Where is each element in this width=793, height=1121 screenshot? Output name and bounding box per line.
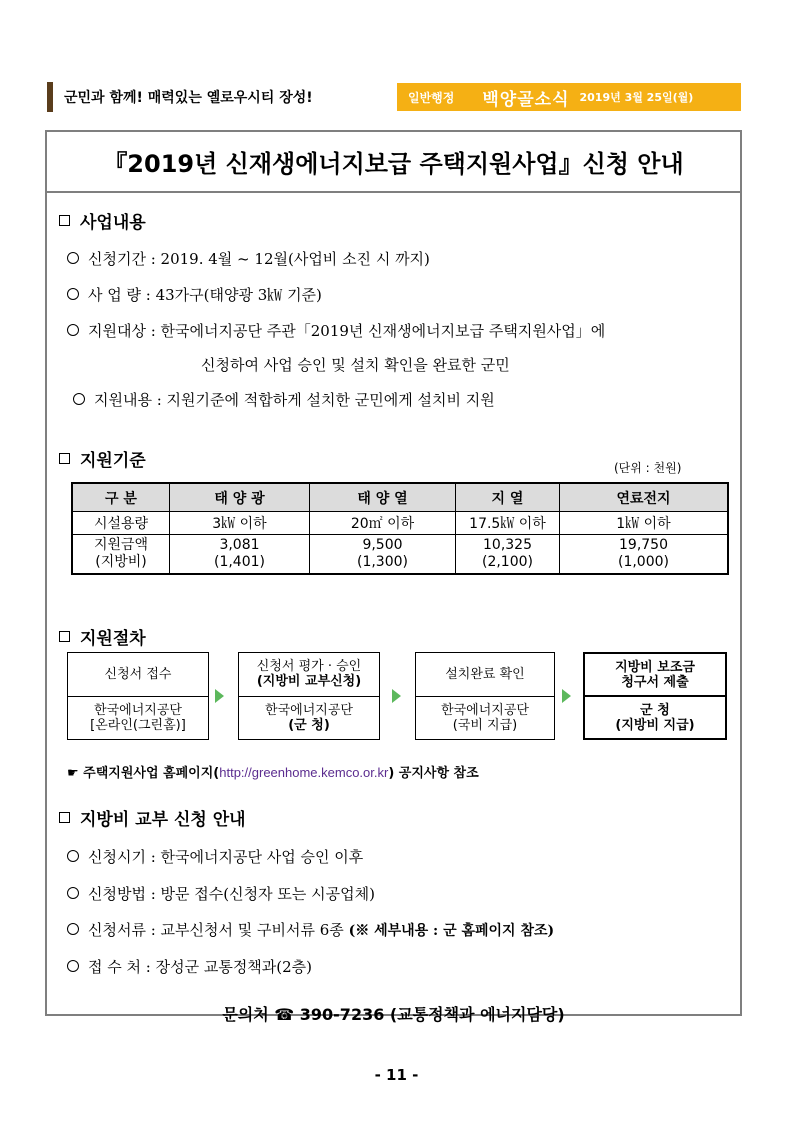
- local-item: 접 수 처 : 장성군 교통정책과(2층): [67, 956, 312, 977]
- arrow-right-icon: [392, 689, 401, 703]
- table-row: 시설용량 3㎾ 이하 20㎡ 이하 17.5㎾ 이하 1㎾ 이하: [72, 512, 728, 535]
- unit-label: (단위 : 천원): [614, 461, 682, 475]
- table-row: 지원금액 (지방비) 3,081 (1,401) 9,500 (1,300) 10,325 (2,100) 19,750 (1,000): [72, 535, 728, 575]
- circle-bullet-icon: [73, 393, 85, 405]
- square-bullet-icon: [59, 631, 70, 642]
- business-item: 사 업 량 : 43가구(태양광 3㎾ 기준): [67, 284, 322, 305]
- contact-info: 문의처 ☎ 390-7236 (교통정책과 에너지담당): [222, 1005, 565, 1024]
- square-bullet-icon: [59, 215, 70, 226]
- section-heading-criteria: 지원기준: [59, 446, 146, 471]
- table-header: 태 양 광: [170, 483, 310, 512]
- table-header: 태 양 열: [310, 483, 456, 512]
- circle-bullet-icon: [67, 324, 79, 336]
- business-item: 지원대상 : 한국에너지공단 주관「2019년 신재생에너지보급 주택지원사업」에: [67, 320, 605, 341]
- arrow-right-icon: [215, 689, 224, 703]
- page-title: 『2019년 신재생에너지보급 주택지원사업』신청 안내: [47, 132, 740, 193]
- homepage-note: ☛ 주택지원사업 홈페이지(http://greenhome.kemco.or.kr) 공지사항 참조: [67, 765, 479, 781]
- procedure-step-1: 신청서 접수 한국에너지공단 [온라인(그린홈)]: [67, 652, 209, 740]
- procedure-step-4: 지방비 보조금 청구서 제출 군 청 (지방비 지급): [583, 652, 727, 740]
- procedure-step-2: 신청서 평가 · 승인 (지방비 교부신청) 한국에너지공단 (군 청): [238, 652, 380, 740]
- homepage-link[interactable]: http://greenhome.kemco.or.kr: [219, 765, 389, 780]
- local-item: 신청시기 : 한국에너지공단 사업 승인 이후: [67, 846, 363, 867]
- circle-bullet-icon: [67, 923, 79, 935]
- header-category: 일반행정: [408, 90, 455, 105]
- section-heading-business: 사업내용: [59, 208, 146, 233]
- header-section: 백양골소식: [482, 89, 570, 110]
- circle-bullet-icon: [67, 960, 79, 972]
- header-accent-bar: [47, 82, 53, 112]
- circle-bullet-icon: [67, 850, 79, 862]
- procedure-step-3: 설치완료 확인 한국에너지공단 (국비 지급): [415, 652, 555, 740]
- support-criteria-table: [71, 482, 729, 575]
- local-item: 신청서류 : 교부신청서 및 구비서류 6종 (※ 세부내용 : 군 홈페이지 참조): [67, 919, 554, 940]
- business-item: 지원내용 : 지원기준에 적합하게 설치한 군민에게 설치비 지원: [73, 389, 495, 410]
- square-bullet-icon: [59, 812, 70, 823]
- header-date: 2019년 3월 25일(월): [579, 91, 694, 104]
- local-item: 신청방법 : 방문 접수(신청자 또는 시공업체): [67, 883, 375, 904]
- section-heading-procedure: 지원절차: [59, 624, 146, 649]
- section-heading-local: 지방비 교부 신청 안내: [59, 805, 246, 830]
- page-number: - 11 -: [374, 1066, 419, 1084]
- content-frame: [45, 130, 742, 1024]
- table-header: 연료전지: [560, 483, 729, 512]
- business-item: 신청기간 : 2019. 4월 ~ 12월(사업비 소진 시 까지): [67, 248, 430, 269]
- header-banner: [397, 83, 741, 111]
- header-slogan: 군민과 함께! 매력있는 옐로우시티 장성!: [64, 90, 313, 106]
- table-header: 지 열: [456, 483, 560, 512]
- business-item-continued: 신청하여 사업 승인 및 설치 확인을 완료한 군민: [201, 356, 510, 374]
- table-header: 구 분: [72, 483, 170, 512]
- circle-bullet-icon: [67, 252, 79, 264]
- square-bullet-icon: [59, 453, 70, 464]
- circle-bullet-icon: [67, 887, 79, 899]
- arrow-right-icon: [562, 689, 571, 703]
- circle-bullet-icon: [67, 288, 79, 300]
